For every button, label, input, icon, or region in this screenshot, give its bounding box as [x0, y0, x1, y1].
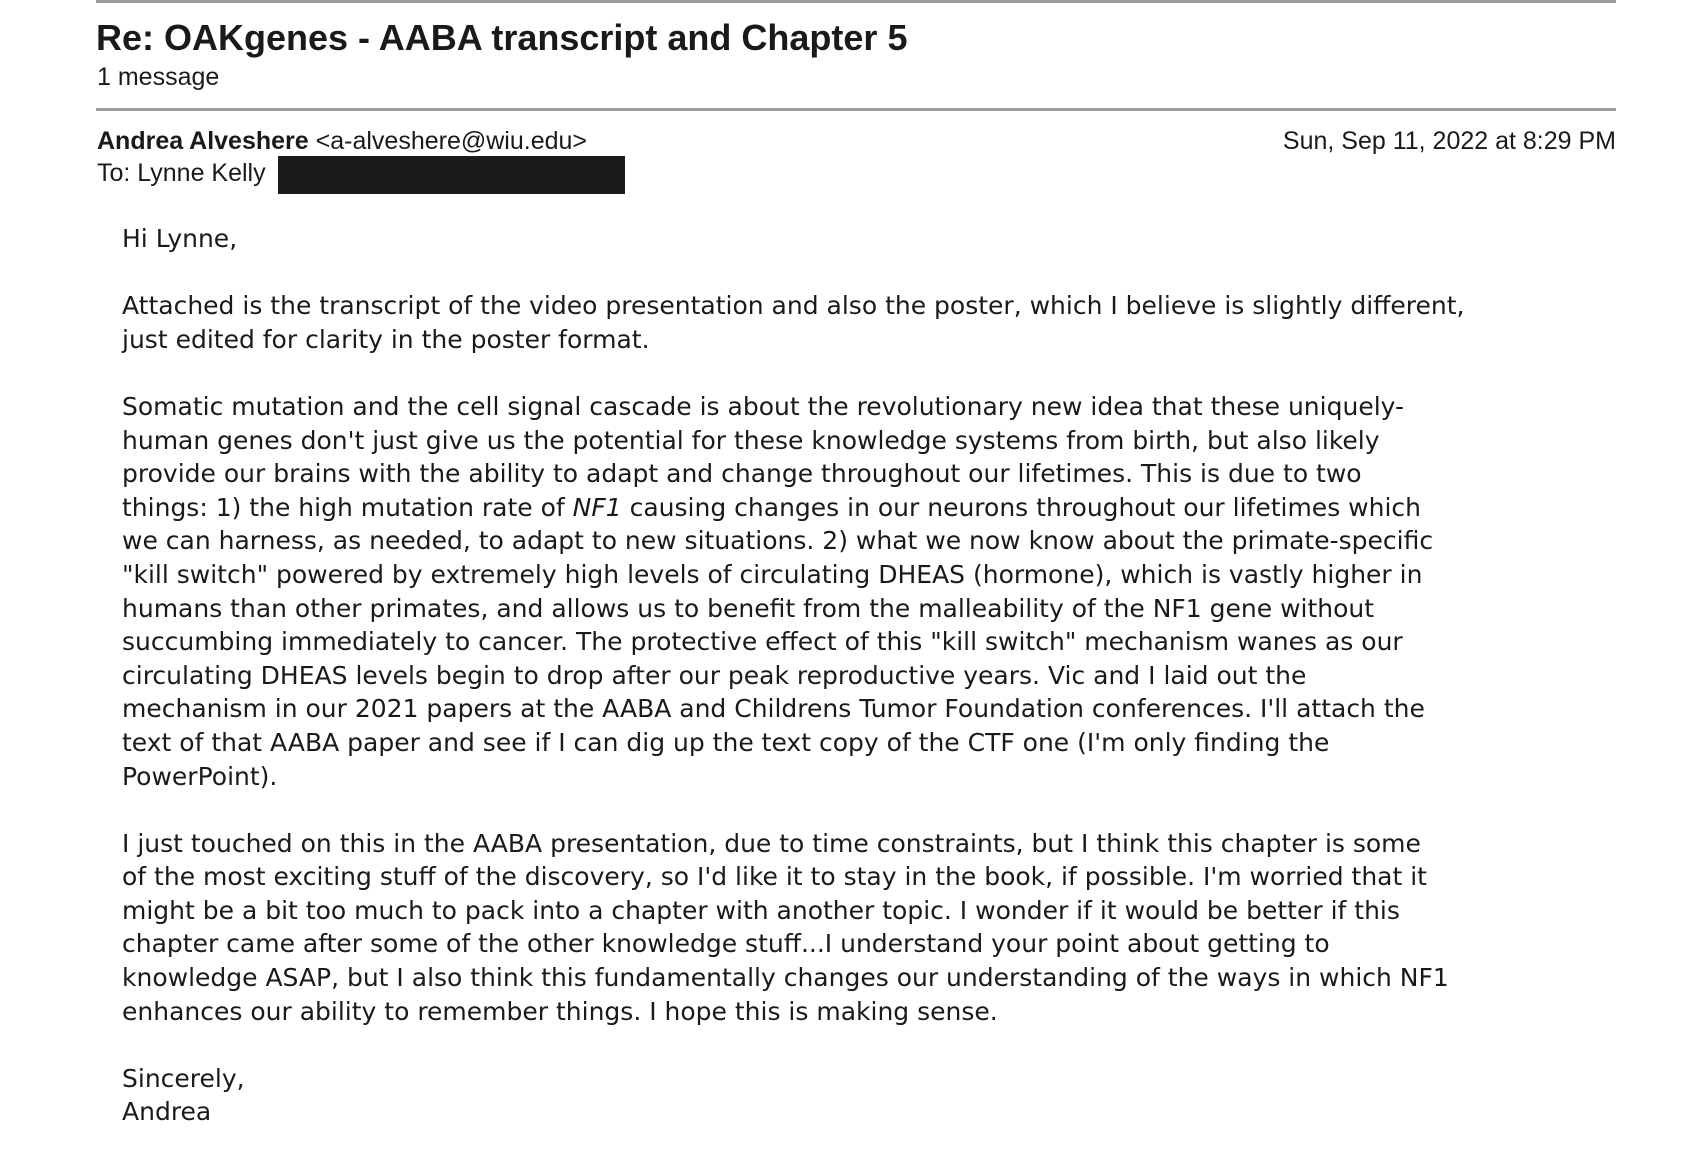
body-line: Somatic mutation and the cell signal cascade is about the revolutionary new idea that these uniquely-	[122, 391, 1405, 421]
header-divider	[96, 108, 1616, 111]
sender-line	[97, 126, 587, 156]
paragraph-1	[122, 289, 1622, 356]
body-line: humans than other primates, and allows us to benefit from the malleability of the NF1 gene without	[122, 593, 1375, 623]
body-line: I just touched on this in the AABA presentation, due to time constraints, but I think this chapter is some	[122, 828, 1421, 858]
gene-name-italic: NF1	[572, 492, 622, 522]
greeting: Hi Lynne,	[122, 224, 238, 253]
body-line: of the most exciting stuff of the discovery, so I'd like it to stay in the book, if possible. I'm worried that it	[122, 862, 1427, 892]
sender-email[interactable]: <a-alveshere@wiu.edu>	[315, 127, 587, 155]
body-line: circulating DHEAS levels begin to drop after our peak reproductive years. Vic and I laid out the	[122, 660, 1307, 690]
email-subject: Re: OAKgenes - AABA transcript and Chapter 5	[96, 17, 908, 58]
message-count: 1 message	[97, 63, 220, 91]
body-line: just edited for clarity in the poster format.	[122, 324, 650, 354]
body-text: things: 1) the high mutation rate of	[122, 492, 573, 522]
body-line: text of that AABA paper and see if I can dig up the text copy of the CTF one (I'm only finding the	[122, 727, 1330, 757]
body-line: human genes don't just give us the potential for these knowledge systems from birth, but also likely	[122, 425, 1380, 455]
header-top-divider	[96, 0, 1616, 3]
sender-name: Andrea Alveshere	[97, 127, 309, 155]
sent-date: Sun, Sep 11, 2022 at 8:29 PM	[1282, 127, 1616, 155]
body-line: "kill switch" powered by extremely high levels of circulating DHEAS (hormone), which is vastly higher in	[122, 559, 1423, 589]
body-line: PowerPoint).	[122, 761, 278, 791]
sign-off	[122, 1062, 1622, 1129]
body-line	[122, 491, 1622, 525]
body-line: knowledge ASAP, but I also think this fundamentally changes our understanding of the ways in which NF1	[122, 963, 1449, 993]
body-text: causing changes in our neurons throughout our lifetimes which	[621, 492, 1421, 522]
body-line: chapter came after some of the other knowledge stuff...I understand your point about getting to	[122, 929, 1330, 959]
body-line: enhances our ability to remember things. I hope this is making sense.	[122, 996, 998, 1026]
paragraph-2	[122, 390, 1622, 793]
body-line: mechanism in our 2021 papers at the AABA and Childrens Tumor Foundation conferences. I'll attach the	[122, 694, 1425, 724]
signature: Andrea	[122, 1097, 212, 1127]
body-line: Attached is the transcript of the video presentation and also the poster, which I believe is slightly different,	[122, 291, 1465, 321]
email-body	[122, 222, 1622, 1129]
recipient-line: To: Lynne Kelly	[97, 159, 266, 187]
body-line: we can harness, as needed, to adapt to new situations. 2) what we now know about the primate-specific	[122, 526, 1434, 556]
body-line: might be a bit too much to pack into a chapter with another topic. I wonder if it would be better if this	[122, 895, 1400, 925]
paragraph-3	[122, 827, 1622, 1029]
redacted-email-block	[278, 156, 625, 194]
closing: Sincerely,	[122, 1063, 245, 1093]
body-line: succumbing immediately to cancer. The protective effect of this "kill switch" mechanism wanes as our	[122, 627, 1403, 657]
body-line: provide our brains with the ability to adapt and change throughout our lifetimes. This is due to two	[122, 459, 1362, 489]
